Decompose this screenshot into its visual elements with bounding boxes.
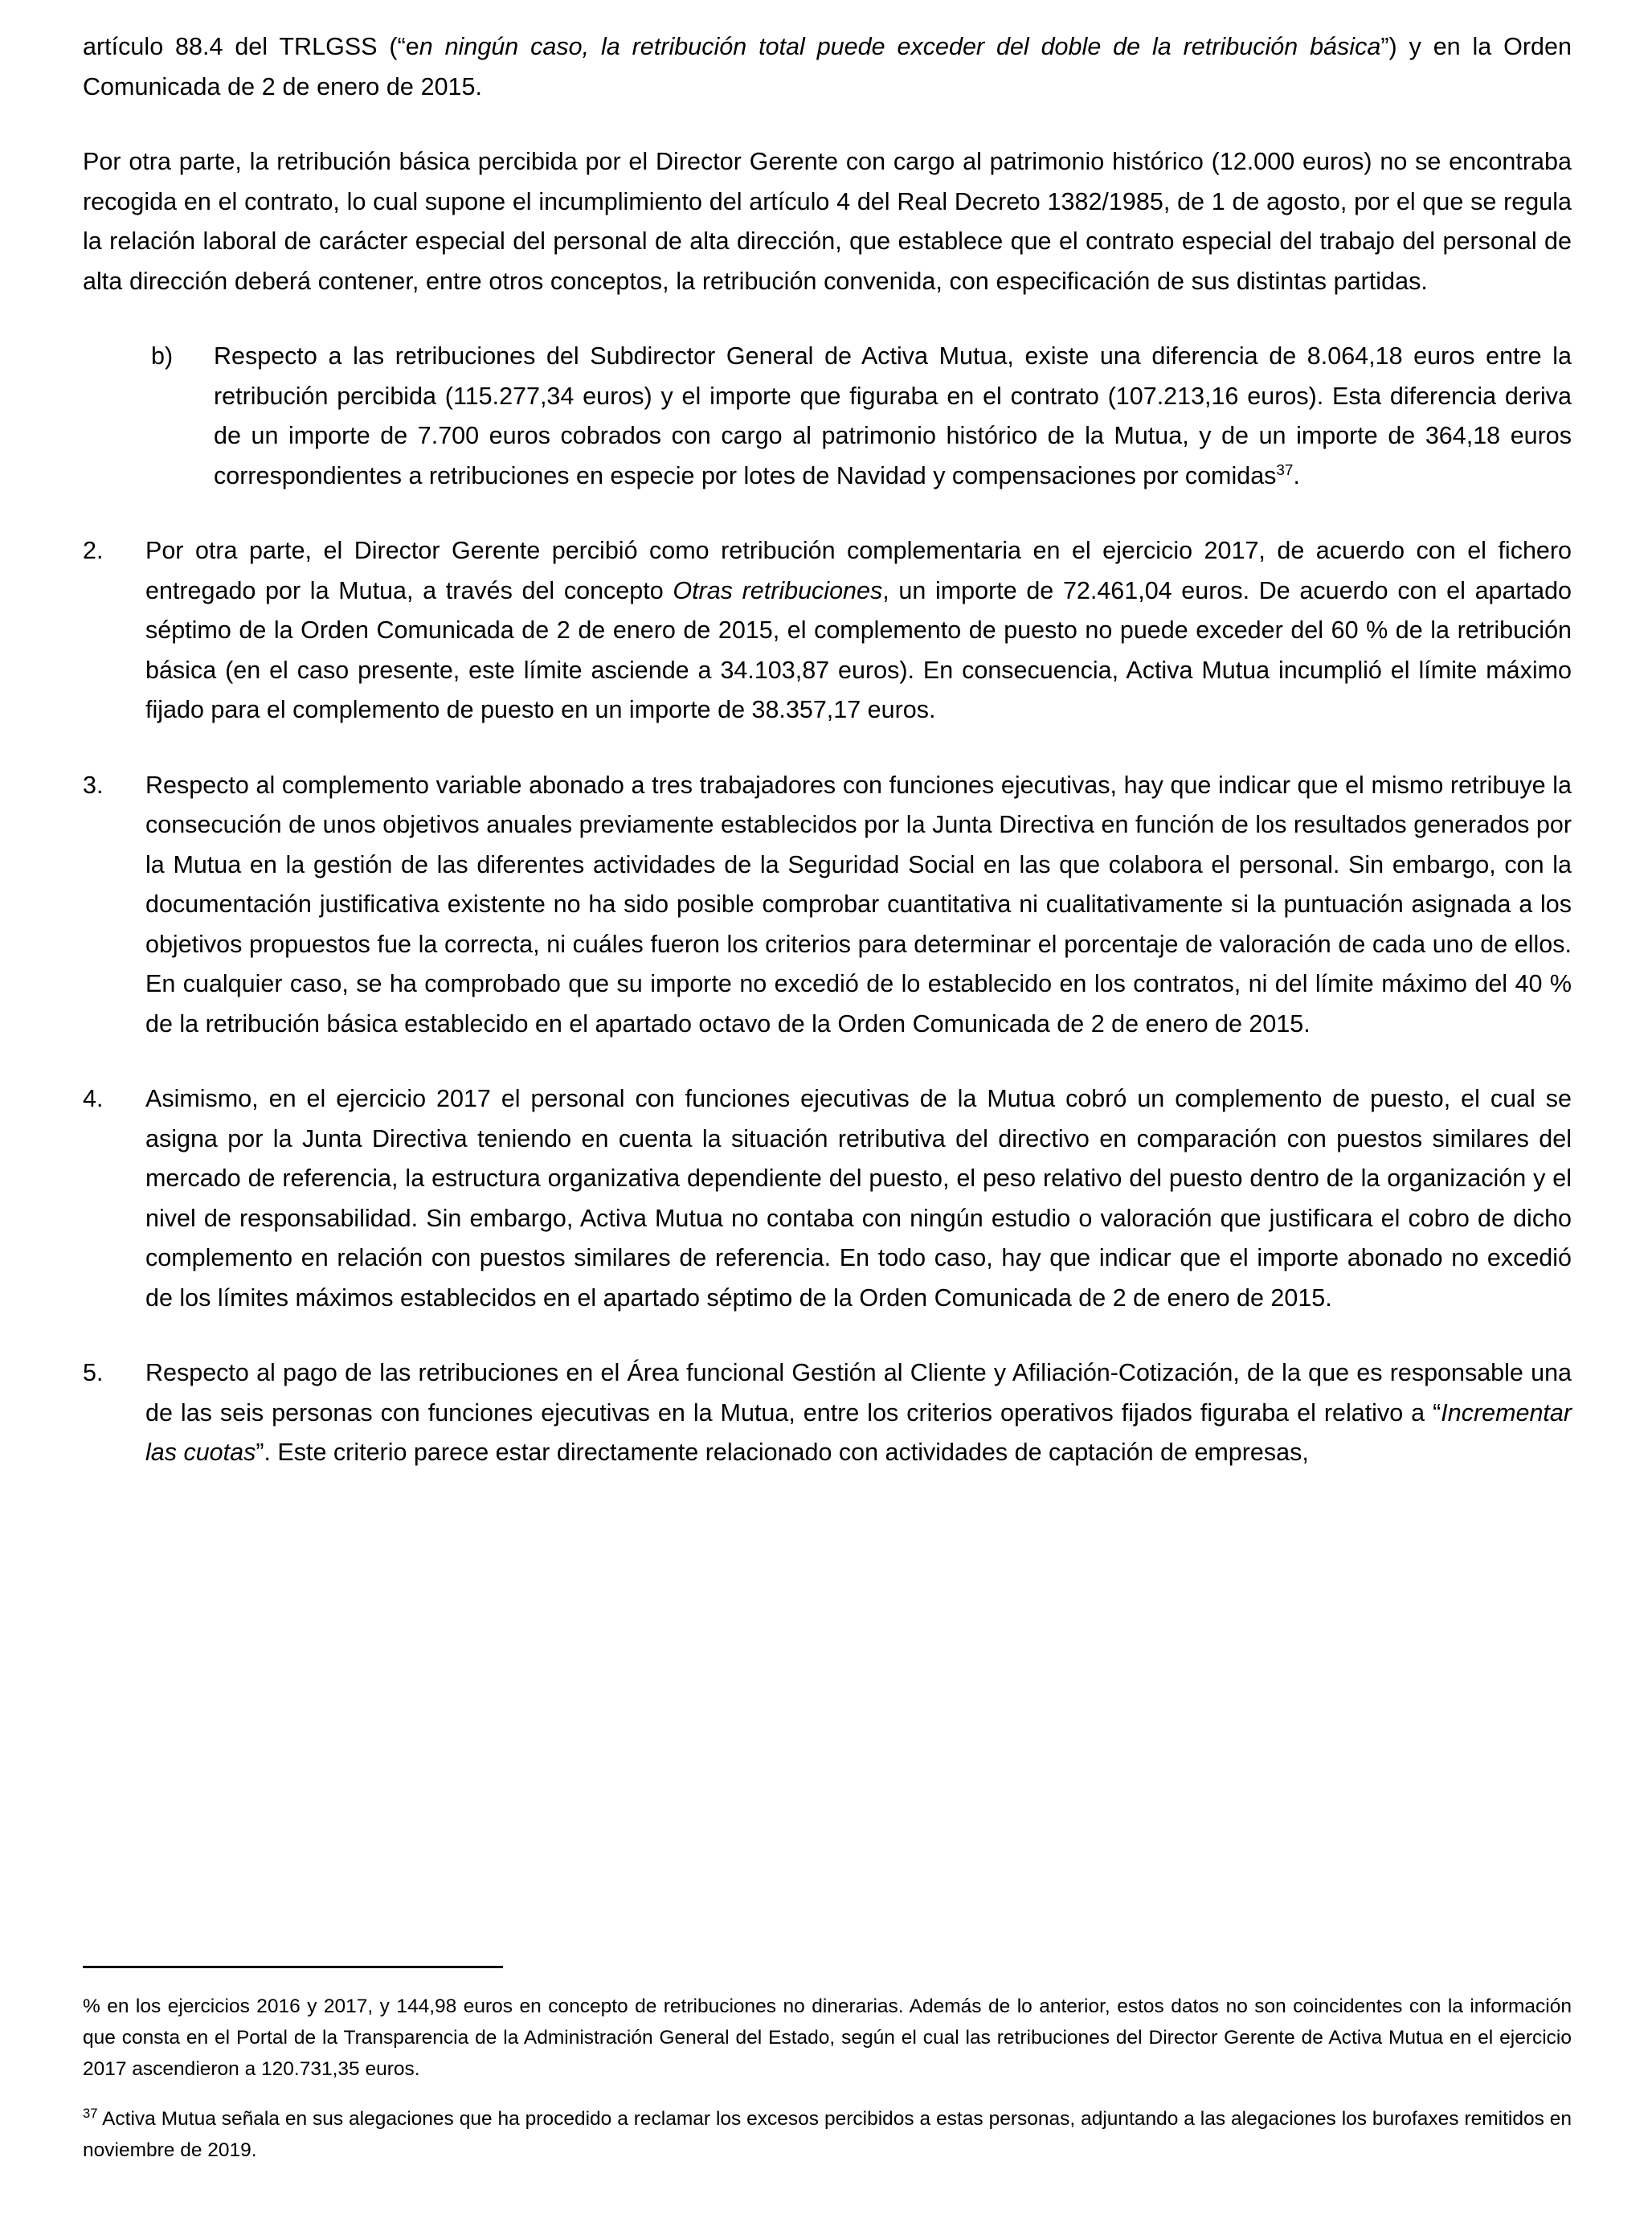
list-item-b bbox=[151, 337, 1572, 496]
spacer bbox=[83, 107, 1572, 142]
spacer bbox=[83, 2085, 1572, 2103]
footnote-continued-text: % en los ejercicios 2016 y 2017, y 144,98 euros en concepto de retribuciones no dinerarias. Además de lo anterior, estos datos no son coincidentes con la información que consta en el Portal de la Transparencia de la Administración General del Estado, según el cual las retribuciones del Director Gerente de Activa Mutua en el ejercicio 2017 ascendieron a 120.731,35 euros. bbox=[83, 1996, 1572, 2080]
footnote-37: $^{37}$ Activa Mutua señala en sus alegaciones que ha procedido a reclamar los excesos percibidos a estas personas, adjuntando a las alegaciones los burofaxes remitidos en noviembre de 2019. bbox=[83, 2105, 1572, 2161]
spacer bbox=[83, 496, 1572, 531]
list-marker-4: 4. bbox=[83, 1085, 104, 1112]
footnote-area bbox=[83, 1966, 1572, 2166]
spacer bbox=[83, 301, 1572, 337]
list-item-4 bbox=[83, 1079, 1572, 1318]
list-marker-3: 3. bbox=[83, 771, 104, 799]
list-marker-5: 5. bbox=[83, 1359, 104, 1386]
list-item-3-text: Respecto al complemento variable abonado a tres trabajadores con funciones ejecutivas, hay que indicar que el mismo retribuye la consecución de unos objetivos anuales previamente establecidos por la Junta Directiva en función de los resultados generados por la Mutua en la gestión de las diferentes actividades de la Seguridad Social en las que colabora el personal. Sin embargo, con la documentación justificativa existente no ha sido posible comprobar cuantitativa ni cualitativamente si la puntuación asignada a los objetivos propuestos fue la correcta, ni cuáles fueron los criterios para determinar el porcentaje de valoración de cada uno de ellos. En cualquier caso, se ha comprobado que su importe no excedió de lo establecido en los contratos, ni del límite máximo del 40 % de la retribución básica establecido en el apartado octavo de la Orden Comunicada de 2 de enero de 2015. bbox=[145, 771, 1572, 1038]
footnote-separator-rule bbox=[83, 1966, 503, 1968]
list-item-3 bbox=[83, 766, 1572, 1045]
list-item-5-text: Respecto al pago de las retribuciones en el Área funcional Gestión al Cliente y Afiliación-Cotización, de la que es responsable una de las seis personas con funciones ejecutivas en la Mutua, entre los criterios operativos fijados figuraba el relativo a “Incrementar las cuotas”. Este criterio parece estar directamente relacionado con actividades de captación de empresas, bbox=[145, 1359, 1572, 1466]
page-body bbox=[83, 27, 1572, 1473]
spacer bbox=[83, 1318, 1572, 1353]
list-marker-b: b) bbox=[151, 342, 174, 370]
spacer bbox=[83, 1044, 1572, 1079]
list-item-2-text: Por otra parte, el Director Gerente percibió como retribución complementaria en el ejercicio 2017, de acuerdo con el fichero entregado por la Mutua, a través del concepto Otras retribuciones, un importe de 72.461,04 euros. De acuerdo con el apartado séptimo de la Orden Comunicada de 2 de enero de 2015, el complemento de puesto no puede exceder del 60 % de la retribución básica (en el caso presente, este límite asciende a 34.103,87 euros). En consecuencia, Activa Mutua incumplió el límite máximo fijado para el complemento de puesto en un importe de 38.357,17 euros. bbox=[145, 537, 1572, 723]
list-item-4-text: Asimismo, en el ejercicio 2017 el personal con funciones ejecutivas de la Mutua cobró un complemento de puesto, el cual se asigna por la Junta Directiva teniendo en cuenta la situación retributiva del directivo en comparación con puestos similares del mercado de referencia, la estructura organizativa dependiente del puesto, el peso relativo del puesto dentro de la organización y el nivel de responsabilidad. Sin embargo, Activa Mutua no contaba con ningún estudio o valoración que justificara el cobro de dicho complemento en relación con puestos similares de referencia. En todo caso, hay que indicar que el importe abonado no excedió de los límites máximos establecidos en el apartado séptimo de la Orden Comunicada de 2 de enero de 2015. bbox=[145, 1085, 1572, 1312]
paragraph-continuation-retribucion-basica: Por otra parte, la retribución básica percibida por el Director Gerente con cargo al patrimonio histórico (12.000 euros) no se encontraba recogida en el contrato, lo cual supone el incumplimiento del artículo 4 del Real Decreto 1382/1985, de 1 de agosto, por el que se regula la relación laboral de carácter especial del personal de alta dirección, que establece que el contrato especial del trabajo del personal de alta dirección deberá contener, entre otros conceptos, la retribución convenida, con especificación de sus distintas partidas. bbox=[83, 148, 1572, 295]
list-item-2 bbox=[83, 531, 1572, 731]
list-item-b-text: Respecto a las retribuciones del Subdirector General de Activa Mutua, existe una diferencia de 8.064,18 euros entre la retribución percibida (115.277,34 euros) y el importe que figuraba en el contrato (107.213,16 euros). Esta diferencia deriva de un importe de 7.700 euros cobrados con cargo al patrimonio histórico de la Mutua, y de un importe de 364,18 euros correspondientes a retribuciones en especie por lotes de Navidad y compensaciones por comidas$^{37}$. bbox=[214, 342, 1572, 489]
list-marker-2: 2. bbox=[83, 537, 104, 564]
list-item-5 bbox=[83, 1353, 1572, 1473]
paragraph-continuation-trlgss: artículo 88.4 del TRLGSS (“en ningún caso, la retribución total puede exceder del doble de la retribución básica”) y en la Orden Comunicada de 2 de enero de 2015. bbox=[83, 33, 1572, 100]
spacer bbox=[83, 731, 1572, 766]
